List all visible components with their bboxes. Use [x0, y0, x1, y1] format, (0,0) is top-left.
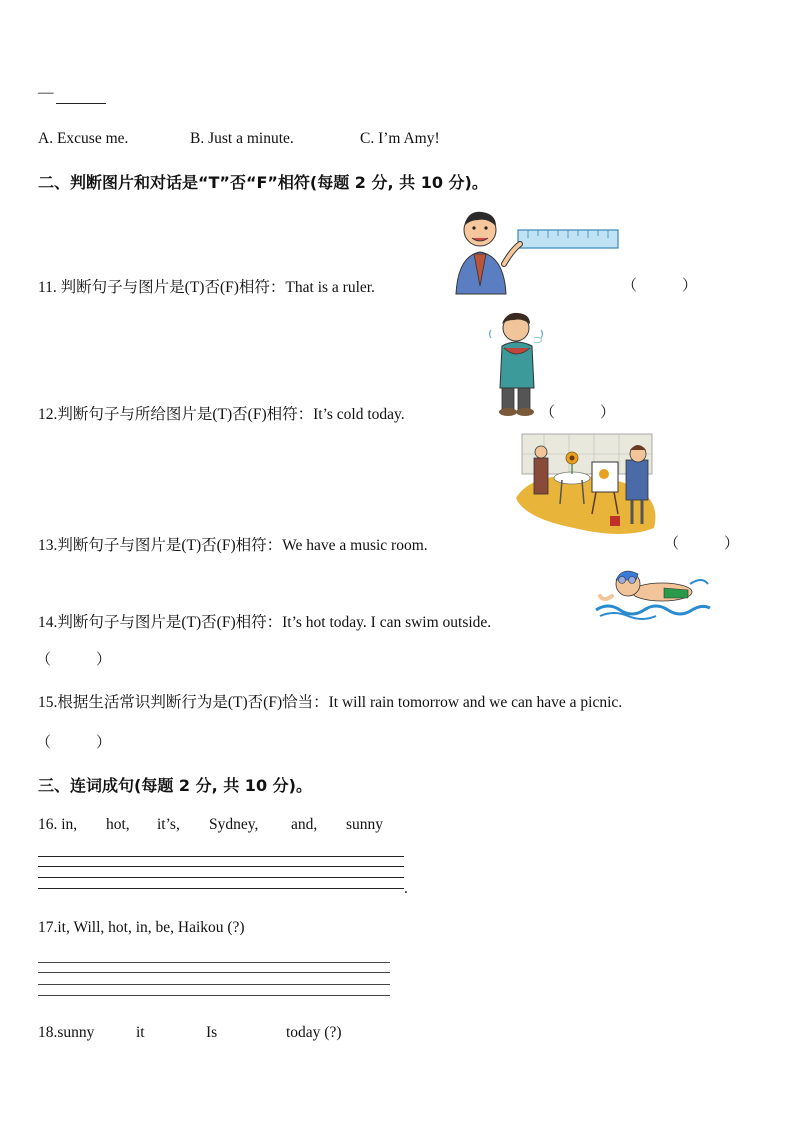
question-14: 14.判断句子与图片是(T)否(F)相符：It’s hot today. I can swim outside.	[38, 614, 492, 631]
q16-word-2: hot,	[106, 816, 130, 833]
question-15: 15.根据生活常识判断行为是(T)否(F)恰当：It will rain tomorrow and we can have a picnic.	[38, 694, 623, 711]
answer-paren-13[interactable]: （ ）	[664, 536, 740, 552]
answer-paren-15[interactable]: （ ）	[36, 735, 112, 751]
q18-word-2: it	[136, 1024, 145, 1041]
question-12: 12.判断句子与所给图片是(T)否(F)相符：It’s cold today.	[38, 406, 405, 423]
question-11: 11. 判断句子与图片是(T)否(F)相符：That is a ruler.	[38, 279, 375, 296]
option-a: A. Excuse me.	[38, 130, 129, 147]
writing-line[interactable]	[38, 972, 390, 973]
writing-line[interactable]	[38, 995, 390, 996]
art-room-icon	[514, 428, 664, 548]
dash-mark: —	[38, 84, 54, 101]
section-2-title: 二、判断图片和对话是“T”否“F”相符(每题 2 分, 共 10 分)。	[38, 173, 488, 192]
question-13: 13.判断句子与图片是(T)否(F)相符：We have a music room.	[38, 537, 428, 554]
writing-line[interactable]	[38, 877, 404, 878]
question-17: 17.it, Will, hot, in, be, Haikou (?)	[38, 919, 245, 936]
q16-word-4: Sydney,	[209, 816, 259, 833]
writing-line[interactable]	[38, 984, 390, 985]
writing-line[interactable]	[38, 866, 404, 867]
q18-word-4: today (?)	[286, 1024, 342, 1041]
end-period: .	[404, 880, 408, 897]
writing-line[interactable]	[38, 962, 390, 963]
q18-word-3: Is	[206, 1024, 218, 1041]
answer-blank	[56, 103, 106, 104]
q16-word-3: it’s,	[157, 816, 180, 833]
teacher-with-ruler-icon	[448, 206, 628, 296]
shivering-man-icon	[488, 308, 548, 418]
writing-line[interactable]	[38, 856, 404, 857]
answer-paren-12[interactable]: （ ）	[540, 405, 616, 421]
answer-paren-11[interactable]: （ ）	[622, 278, 698, 294]
q16-word-1: 16. in,	[38, 816, 78, 833]
section-3-title: 三、连词成句(每题 2 分, 共 10 分)。	[38, 776, 312, 795]
option-c: C. I’m Amy!	[360, 130, 440, 147]
q16-word-5: and,	[291, 816, 318, 833]
swimming-boy-icon	[594, 562, 714, 622]
writing-line[interactable]	[38, 888, 404, 889]
q18-word-1: 18.sunny	[38, 1024, 95, 1041]
option-b: B. Just a minute.	[190, 130, 294, 147]
q16-word-6: sunny	[346, 816, 384, 833]
answer-paren-14[interactable]: （ ）	[36, 652, 112, 668]
